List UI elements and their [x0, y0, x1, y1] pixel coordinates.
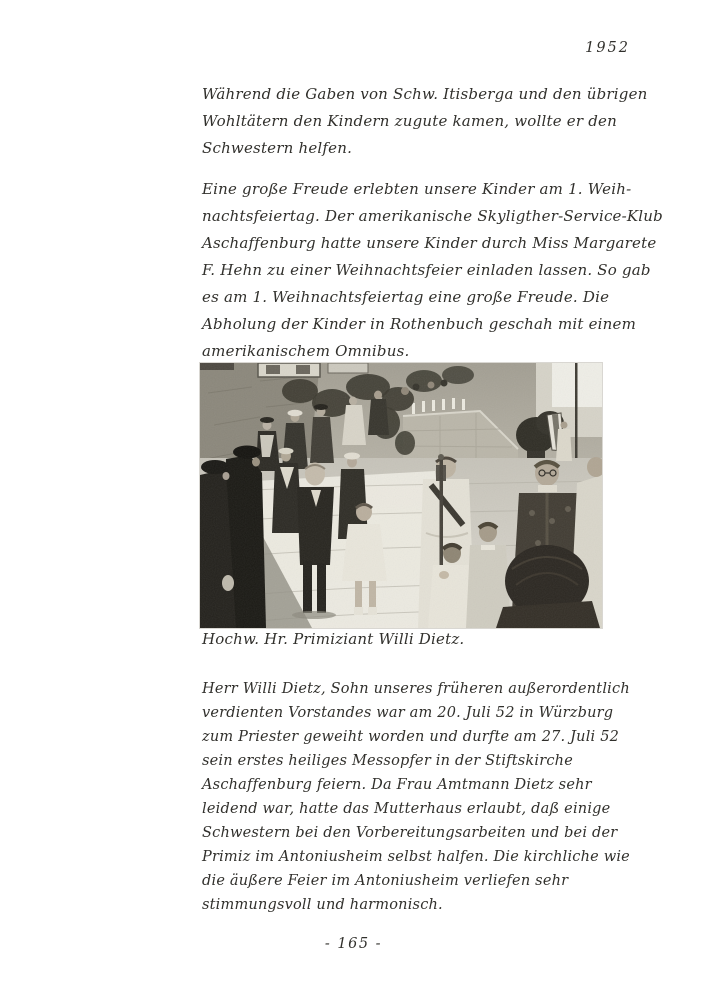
- text-line: es am 1. Weihnachtsfeiertag eine große Freude. Die: [202, 288, 610, 306]
- text-line: Primiz im Antoniusheim selbst halfen. Die kirchliche wie: [202, 849, 630, 865]
- paragraph-2: [202, 176, 663, 365]
- photo-caption: Hochw. Hr. Primiziant Willi Dietz.: [202, 630, 465, 648]
- text-line: Wohltätern den Kindern zugute kamen, wollte er den: [202, 112, 617, 130]
- text-line: Schwestern bei den Vorbereitungsarbeiten und bei der: [202, 825, 618, 841]
- text-line: Schwestern helfen.: [202, 139, 353, 157]
- year-heading: 1952: [585, 40, 630, 56]
- photo-procession: [200, 363, 602, 628]
- text-line: zum Priester geweiht worden und durfte am 27. Juli 52: [202, 729, 620, 745]
- text-line: leidend war, hatte das Mutterhaus erlaubt, daß einige: [202, 801, 611, 817]
- text-line: verdienten Vorstandes war am 20. Juli 52 in Würzburg: [202, 705, 614, 721]
- text-line: Während die Gaben von Schw. Itisberga und den übrigen: [202, 85, 648, 103]
- paragraph-1: [202, 81, 648, 162]
- text-line: Aschaffenburg feiern. Da Frau Amtmann Dietz sehr: [202, 777, 592, 793]
- text-line: stimmungsvoll und harmonisch.: [202, 897, 443, 913]
- text-line: Herr Willi Dietz, Sohn unseres früheren außerordentlich: [202, 681, 630, 697]
- text-line: nachtsfeiertag. Der amerikanische Skyligther-Service-Klub: [202, 207, 663, 225]
- text-line: Eine große Freude erlebten unsere Kinder am 1. Weih-: [202, 180, 632, 198]
- text-line: die äußere Feier im Antoniusheim verliefen sehr: [202, 873, 569, 889]
- text-line: sein erstes heiliges Messopfer in der Stiftskirche: [202, 753, 573, 769]
- photo-procession-illustration: [200, 363, 602, 628]
- text-line: Abholung der Kinder in Rothenbuch geschah mit einem: [202, 315, 637, 333]
- text-line: Aschaffenburg hatte unsere Kinder durch Miss Margarete: [202, 234, 657, 252]
- text-line: amerikanischem Omnibus.: [202, 342, 410, 360]
- text-line: F. Hehn zu einer Weihnachtsfeier einladen lassen. So gab: [202, 261, 651, 279]
- paragraph-3: [202, 677, 630, 917]
- page-number: - 165 -: [324, 936, 383, 952]
